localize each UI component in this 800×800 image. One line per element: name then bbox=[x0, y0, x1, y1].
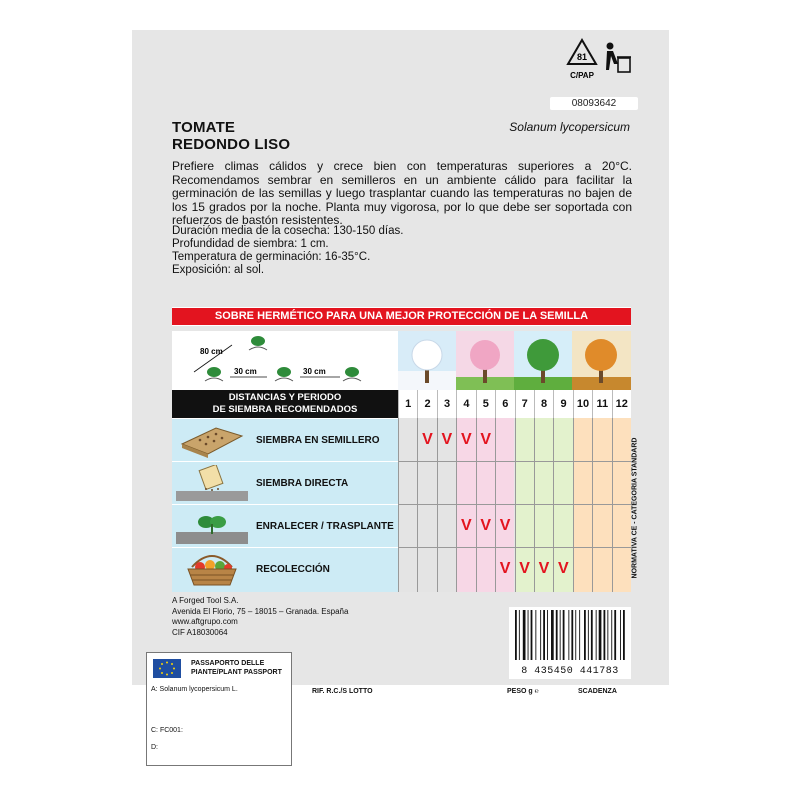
fact-harvest-duration: Duración media de la cosecha: 130-150 días. bbox=[172, 225, 404, 237]
month-2: 2 bbox=[417, 390, 436, 418]
product-name-line1: TOMATE bbox=[172, 119, 236, 136]
check-mark: V bbox=[441, 431, 453, 448]
eu-flag-icon bbox=[153, 659, 181, 678]
check-mark: V bbox=[499, 517, 511, 534]
seed-tray-icon bbox=[176, 422, 248, 458]
harvest-basket-icon bbox=[176, 551, 248, 587]
facts-list bbox=[172, 225, 592, 277]
company-street: Avenida El Florio, 75 – 18015 – Granada. España bbox=[172, 606, 349, 616]
month-1: 1 bbox=[398, 390, 417, 418]
spacing-heading bbox=[172, 390, 398, 418]
month-header bbox=[398, 390, 631, 418]
passport-title bbox=[191, 659, 282, 677]
activity-label: ENRALECER / TRASPLANTE bbox=[256, 521, 394, 532]
product-title bbox=[172, 119, 290, 153]
check-mark: V bbox=[460, 431, 472, 448]
barcode-number: 8 435450 441783 bbox=[521, 666, 619, 677]
autumn-tree-icon bbox=[572, 331, 631, 390]
spacing-diagram bbox=[172, 331, 398, 390]
check-mark: V bbox=[499, 560, 511, 577]
activity-row-harvest bbox=[172, 547, 398, 592]
activity-label: SIEMBRA DIRECTA bbox=[256, 478, 349, 489]
hermetic-banner: SOBRE HERMÉTICO PARA UNA MEJOR PROTECCIÓN DE LA SEMILLA bbox=[172, 307, 631, 326]
standard-note-text: NORMATIVA CE - CATEGORIA STANDARD bbox=[631, 437, 639, 578]
company-cif: CIF A18030064 bbox=[172, 627, 228, 637]
passport-d-line: D: bbox=[151, 744, 158, 751]
product-name-line2: REDONDO LISO bbox=[172, 136, 291, 153]
check-mark: V bbox=[480, 517, 492, 534]
seed-packet-icon bbox=[176, 465, 248, 501]
recycling-symbols bbox=[566, 38, 638, 88]
month-3: 3 bbox=[437, 390, 456, 418]
month-4: 4 bbox=[456, 390, 475, 418]
grid-divider bbox=[398, 504, 631, 505]
company-name: A Forged Tool S.A. bbox=[172, 596, 239, 605]
check-mark: V bbox=[460, 517, 472, 534]
recycle-material: C/PAP bbox=[570, 71, 594, 80]
row-spacing-label: 80 cm bbox=[200, 347, 223, 356]
recycle-triangle-icon bbox=[566, 38, 638, 88]
activity-label: RECOLECCIÓN bbox=[256, 564, 330, 575]
spring-tree-icon bbox=[456, 331, 514, 390]
month-8: 8 bbox=[534, 390, 553, 418]
month-column bbox=[573, 418, 592, 592]
sowing-calendar bbox=[172, 331, 631, 592]
standard-note bbox=[628, 420, 642, 595]
lot-label: RIF. R.C./S LOTTO bbox=[312, 688, 373, 695]
company-website: www.aftgrupo.com bbox=[172, 617, 238, 626]
seedling-icon bbox=[207, 336, 359, 377]
month-12: 12 bbox=[612, 390, 631, 418]
expiry-label: SCADENZA bbox=[578, 688, 617, 695]
barcode bbox=[509, 607, 631, 679]
check-mark: V bbox=[558, 560, 569, 577]
weight-label: PESO g ℮ bbox=[507, 688, 539, 695]
barcode-bars bbox=[513, 610, 627, 662]
product-code: 08093642 bbox=[550, 97, 638, 110]
passport-title-line2: PIANTE/PLANT PASSPORT bbox=[191, 669, 282, 676]
plant-spacing-label-1: 30 cm bbox=[234, 367, 257, 376]
passport-c-line: C: FC001: bbox=[151, 727, 183, 734]
passport-a-line: A: Solanum lycopersicum L. bbox=[151, 686, 238, 693]
company-address bbox=[172, 596, 348, 638]
activity-row-direct bbox=[172, 461, 398, 504]
month-column bbox=[398, 418, 417, 592]
fact-sowing-depth: Profundidad de siembra: 1 cm. bbox=[172, 238, 329, 250]
plant-passport bbox=[146, 652, 292, 766]
month-5: 5 bbox=[476, 390, 495, 418]
month-column bbox=[592, 418, 611, 592]
summer-tree-icon bbox=[514, 331, 572, 390]
seedling-icon bbox=[176, 508, 248, 544]
description: Prefiere climas cálidos y crece bien con temperaturas superiores a 20°C. Recomendamos sembrar en semilleros en un ambiente cálido para facilitar la germinación de las semillas y luego trasplantar cuando las temperaturas no bajen de los 15 grados por la noche. Planta muy vigorosa, por lo que debe ser soportada con refuerzos de bastón resistentes. bbox=[172, 159, 632, 227]
check-mark: V bbox=[480, 431, 492, 448]
fact-exposure: Exposición: al sol. bbox=[172, 264, 265, 276]
winter-tree-icon bbox=[398, 331, 456, 390]
check-mark: V bbox=[422, 431, 433, 448]
check-mark: V bbox=[519, 560, 530, 577]
plant-spacing-label-2: 30 cm bbox=[303, 367, 326, 376]
trash-bin-icon bbox=[606, 43, 631, 73]
spacing-heading-line1: DISTANCIAS Y PERIODO bbox=[228, 392, 342, 403]
month-7: 7 bbox=[515, 390, 534, 418]
passport-title-line1: PASSAPORTO DELLE bbox=[191, 660, 265, 667]
activity-row-transplant bbox=[172, 504, 398, 547]
month-9: 9 bbox=[553, 390, 572, 418]
fact-germination-temp: Temperatura de germinación: 16-35°C. bbox=[172, 251, 371, 263]
month-10: 10 bbox=[573, 390, 592, 418]
latin-name: Solanum lycopersicum bbox=[509, 120, 630, 134]
grid-divider bbox=[398, 461, 631, 462]
grid-divider bbox=[398, 547, 631, 548]
month-6: 6 bbox=[495, 390, 514, 418]
activity-label: SIEMBRA EN SEMILLERO bbox=[256, 435, 380, 446]
recycle-code: 81 bbox=[576, 52, 588, 62]
spacing-heading-line2: DE SIEMBRA RECOMENDADOS bbox=[212, 404, 358, 415]
month-11: 11 bbox=[592, 390, 611, 418]
activity-row-seedbed bbox=[172, 418, 398, 461]
check-mark: V bbox=[538, 560, 550, 577]
